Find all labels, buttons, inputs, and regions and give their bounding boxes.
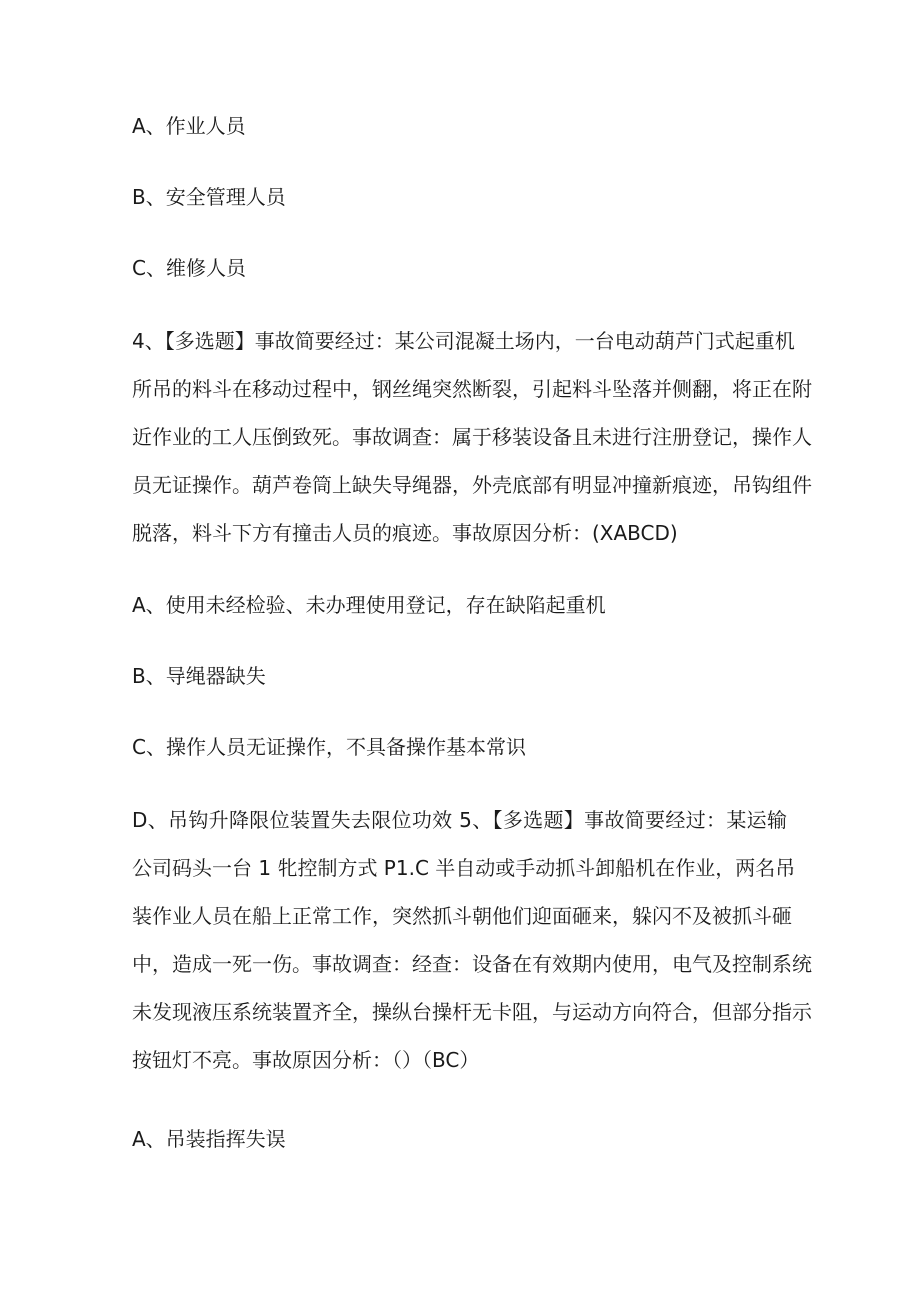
- question-4-line-3: 近作业的工人压倒致死。事故调查：属于移装设备且未进行注册登记，操作人: [132, 425, 812, 449]
- option-c-q3: C、维修人员: [132, 256, 246, 280]
- option-c-q4: C、操作人员无证操作，不具备操作基本常识: [132, 735, 526, 759]
- question-5-line-4: 中，造成一死一伤。事故调查：经查：设备在有效期内使用，电气及控制系统: [132, 952, 812, 976]
- question-5-line-5: 未发现液压系统装置齐全，操纵台操杆无卡阻，与运动方向符合，但部分指示: [132, 1000, 812, 1024]
- question-4-line-2: 所吊的料斗在移动过程中，钢丝绳突然断裂，引起料斗坠落并侧翻，将正在附: [132, 377, 812, 401]
- option-a-q4: A、使用未经检验、未办理使用登记，存在缺陷起重机: [132, 593, 606, 617]
- option-d-q4-and-question-5-line-1: D、吊钩升降限位装置失去限位功效 5、【多选题】事故简要经过：某运输: [132, 808, 787, 832]
- option-a-q3: A、作业人员: [132, 114, 246, 138]
- question-5-line-2: 公司码头一台 1 牝控制方式 P1.C 半自动或手动抓斗卸船机在作业，两名吊: [132, 856, 796, 880]
- question-4-line-5: 脱落，料斗下方有撞击人员的痕迹。事故原因分析：(XABCD): [132, 521, 678, 545]
- question-4-line-4: 员无证操作。葫芦卷筒上缺失导绳器，外壳底部有明显冲撞新痕迹，吊钩组件: [132, 473, 812, 497]
- option-a-q5: A、吊装指挥失误: [132, 1127, 286, 1151]
- question-5-line-6: 按钮灯不亮。事故原因分析：（）（BC）: [132, 1048, 480, 1072]
- option-b-q4: B、导绳器缺失: [132, 664, 266, 688]
- question-4-line-1: 4、【多选题】事故简要经过：某公司混凝土场内，一台电动葫芦门式起重机: [132, 329, 795, 353]
- question-5-line-3: 装作业人员在船上正常工作，突然抓斗朝他们迎面砸来，躲闪不及被抓斗砸: [132, 904, 792, 928]
- option-b-q3: B、安全管理人员: [132, 185, 286, 209]
